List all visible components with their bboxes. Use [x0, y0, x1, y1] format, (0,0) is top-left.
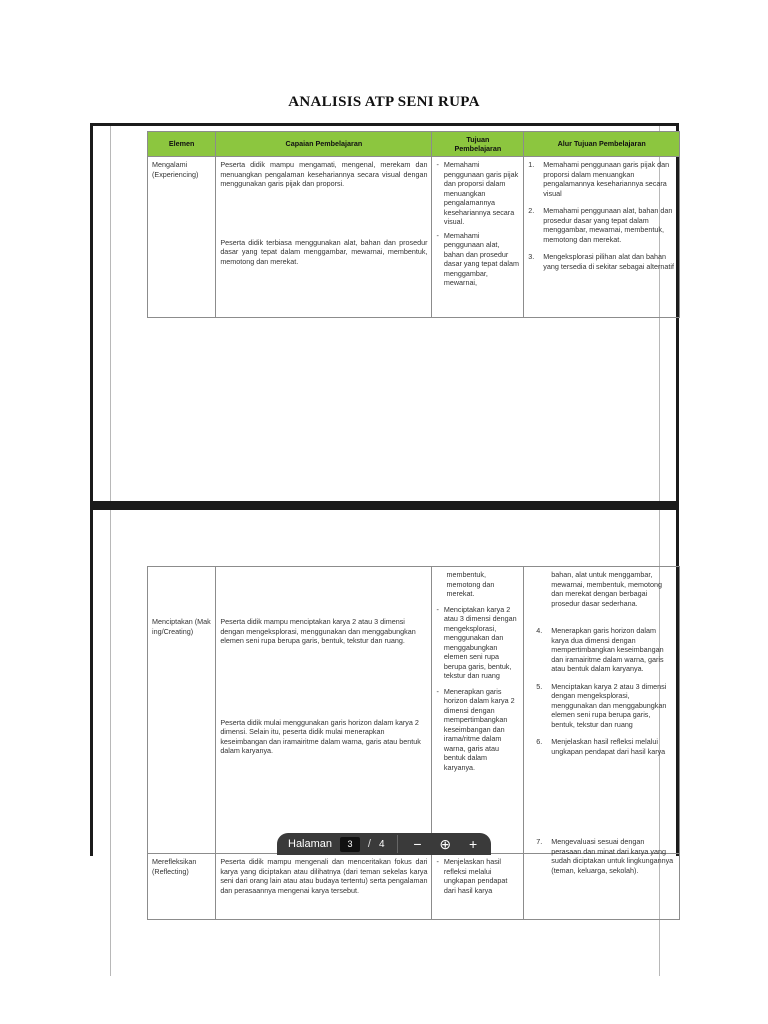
atp-item: [536, 737, 675, 756]
page-margin-line: [110, 126, 111, 501]
page-toolbar: [277, 833, 491, 855]
cp-text: Peserta didik terbiasa menggunakan alat, bahan dan prosedur dasar yang tepat dalam menggambar, mewarnai, membentuk, memotong dan merekat.: [220, 237, 428, 266]
cell-elemen: [148, 157, 216, 318]
atp-table-page-2: [147, 131, 680, 318]
tp-text: Memahami penggunaan garis pijak dan proporsi dalam menuangkan pengalamannya kesehariannya secara visual.: [443, 160, 519, 226]
cp-text: Peserta didik mampu mengenali dan menceritakan fokus dari karya yang diciptakan atau dilihatnya (dari teman sekelas karya seni dari orang lain atau atau budaya tertentu) serta pengalaman dan perasaannya mengenai karya tersebut.: [220, 857, 428, 895]
atp-text: Memahami penggunaan alat, bahan dan prosedur dasar yang tepat dalam menggambar, mewarnai, membentuk, memotong dan merekat.: [543, 206, 673, 244]
cp-text: Peserta didik mampu menciptakan karya 2 atau 3 dimensi dengan mengeksplorasi, menggunakan dan menggabungkan elemen seni rupa berupa garis, bentuk, tekstur dan ruang.: [220, 617, 416, 645]
atp-number: 6.: [536, 737, 543, 746]
atp-text: bahan, alat untuk menggambar, mewarnai, membentuk, memotong dan merekat dengan berbagai prosedur dasar sederhana.: [551, 570, 662, 608]
tp-text: membentuk, memotong dan merekat.: [446, 570, 495, 598]
cell-tujuan: [432, 567, 524, 854]
atp-item: [536, 626, 675, 674]
tp-text: Menjelaskan hasil refleksi melalui ungkapan pendapat dari hasil karya: [443, 857, 508, 895]
pdf-page-2: [93, 126, 676, 501]
page-number-input[interactable]: 3: [340, 837, 360, 852]
header-capaian: Capaian Pembelajaran: [216, 132, 432, 157]
header-tujuan: Tujuan Pembelajaran: [432, 132, 524, 157]
cell-alur: [524, 837, 680, 920]
atp-item: [528, 252, 675, 271]
header-elemen: Elemen: [148, 132, 216, 157]
pdf-viewer[interactable]: [90, 123, 679, 895]
cell-capaian: [216, 567, 432, 854]
atp-text: Mengeksplorasi pilihan alat dan bahan yang tersedia di sekitar sebagai alternatif: [543, 252, 674, 271]
tp-item: - Menjelaskan hasil refleksi melalui ungkapan pendapat dari hasil karya: [436, 857, 519, 895]
total-pages: 4: [378, 838, 385, 850]
header-alur: Alur Tujuan Pembelajaran: [524, 132, 680, 157]
page-label: Halaman: [288, 838, 333, 850]
tp-text: Memahami penggunaan alat, bahan dan prosedur dasar yang tepat dalam menggambar, mewarnai,: [443, 230, 519, 287]
zoom-in-icon[interactable]: +: [469, 836, 478, 852]
page-margin-line: [110, 510, 111, 976]
document-title: ANALISIS ATP SENI RUPA: [288, 94, 480, 110]
atp-table-page-3: [147, 566, 680, 920]
cell-capaian: [216, 157, 432, 318]
atp-text: Menjelaskan hasil refleksi melalui ungkapan pendapat dari hasil karya: [551, 737, 666, 756]
page-separator: /: [367, 838, 371, 850]
elemen-text: Merefleksikan (Reflecting): [152, 857, 197, 876]
tp-item: - Menerapkan garis horizon dalam karya 2 dimensi dengan mempertimbangkan keseimbangan dan irama/ritme dalam warna, garis atau bentuk dalam karyanya.: [436, 687, 519, 773]
atp-item: [528, 206, 675, 244]
cell-tujuan: [432, 854, 524, 920]
toolbar-divider: [397, 835, 398, 853]
cell-tujuan: [432, 157, 524, 318]
zoom-out-icon[interactable]: −: [413, 836, 422, 852]
atp-number: 2.: [528, 206, 535, 215]
cell-capaian: [216, 854, 432, 920]
atp-number: 3.: [528, 252, 535, 261]
tp-text: Menciptakan karya 2 atau 3 dimensi dengan mengeksplorasi, menggunakan dan menggabungkan elemen seni rupa berupa garis, bentuk, tekstur dan ruang: [443, 604, 517, 680]
atp-item: [536, 837, 675, 875]
cp-text: Peserta didik mampu mengamati, mengenal, merekam dan menuangkan pengalaman kesehariannya secara visual dengan menggunakan garis pijak dan proporsi.: [220, 160, 428, 188]
cell-alur: [524, 157, 680, 318]
cell-elemen: [148, 854, 216, 920]
tp-item: - Memahami penggunaan garis pijak dan proporsi dalam menuangkan pengalamannya kesehariannya secara visual.: [436, 160, 519, 226]
cell-alur: [524, 567, 680, 854]
elemen-text: Mengalami (Experiencing): [152, 160, 199, 179]
atp-number: 5.: [536, 681, 543, 691]
zoom-reset-icon[interactable]: ⊕: [439, 835, 452, 852]
atp-number: 4.: [536, 626, 543, 635]
pdf-page-3: [93, 510, 676, 976]
cell-elemen: [148, 567, 216, 854]
tp-item: - Memahami penggunaan alat, bahan dan prosedur dasar yang tepat dalam menggambar, mewarnai,: [436, 230, 519, 287]
atp-text: Mengevaluasi sesuai dengan perasaan dan minat dari karya yang sudah diciptakan untuk lingkungannya (teman, keluarga, sekolah).: [551, 837, 674, 875]
atp-item: [536, 682, 675, 730]
atp-number: 1.: [528, 160, 535, 169]
atp-number: 7.: [536, 837, 543, 846]
atp-text: Menerapkan garis horizon dalam karya dua dimensi dengan mempertimbangkan keseimbangan dan iramairitme dalam warna, garis atau bentuk dalam karyanya.: [551, 626, 664, 673]
tp-text: Menerapkan garis horizon dalam karya 2 dimensi dengan mempertimbangkan keseimbangan dan irama/ritme dalam warna, garis atau bentuk dalam karyanya.: [443, 686, 515, 772]
atp-text: Menciptakan karya 2 atau 3 dimensi dengan mengeksplorasi, menggunakan dan menggabungkan elemen seni rupa berupa garis, bentuk, tekstur dan ruang: [551, 681, 667, 729]
atp-text: Memahami penggunaan garis pijak dan proporsi dalam menuangkan pengalamannya kesehariannya secara visual: [543, 160, 670, 198]
atp-item: [528, 160, 675, 198]
tp-item: - Menciptakan karya 2 atau 3 dimensi dengan mengeksplorasi, menggunakan dan menggabungkan elemen seni rupa berupa garis, bentuk, tekstur dan ruang: [436, 605, 519, 681]
cp-text: Peserta didik mulai menggunakan garis horizon dalam karya 2 dimensi. Selain itu, peserta didik mulai menerapkan keseimbangan dan iramairitme dalam warna, garis atau bentuk dalam karyanya.: [220, 717, 421, 755]
elemen-text: Menciptakan (Making/Creating): [152, 617, 211, 636]
